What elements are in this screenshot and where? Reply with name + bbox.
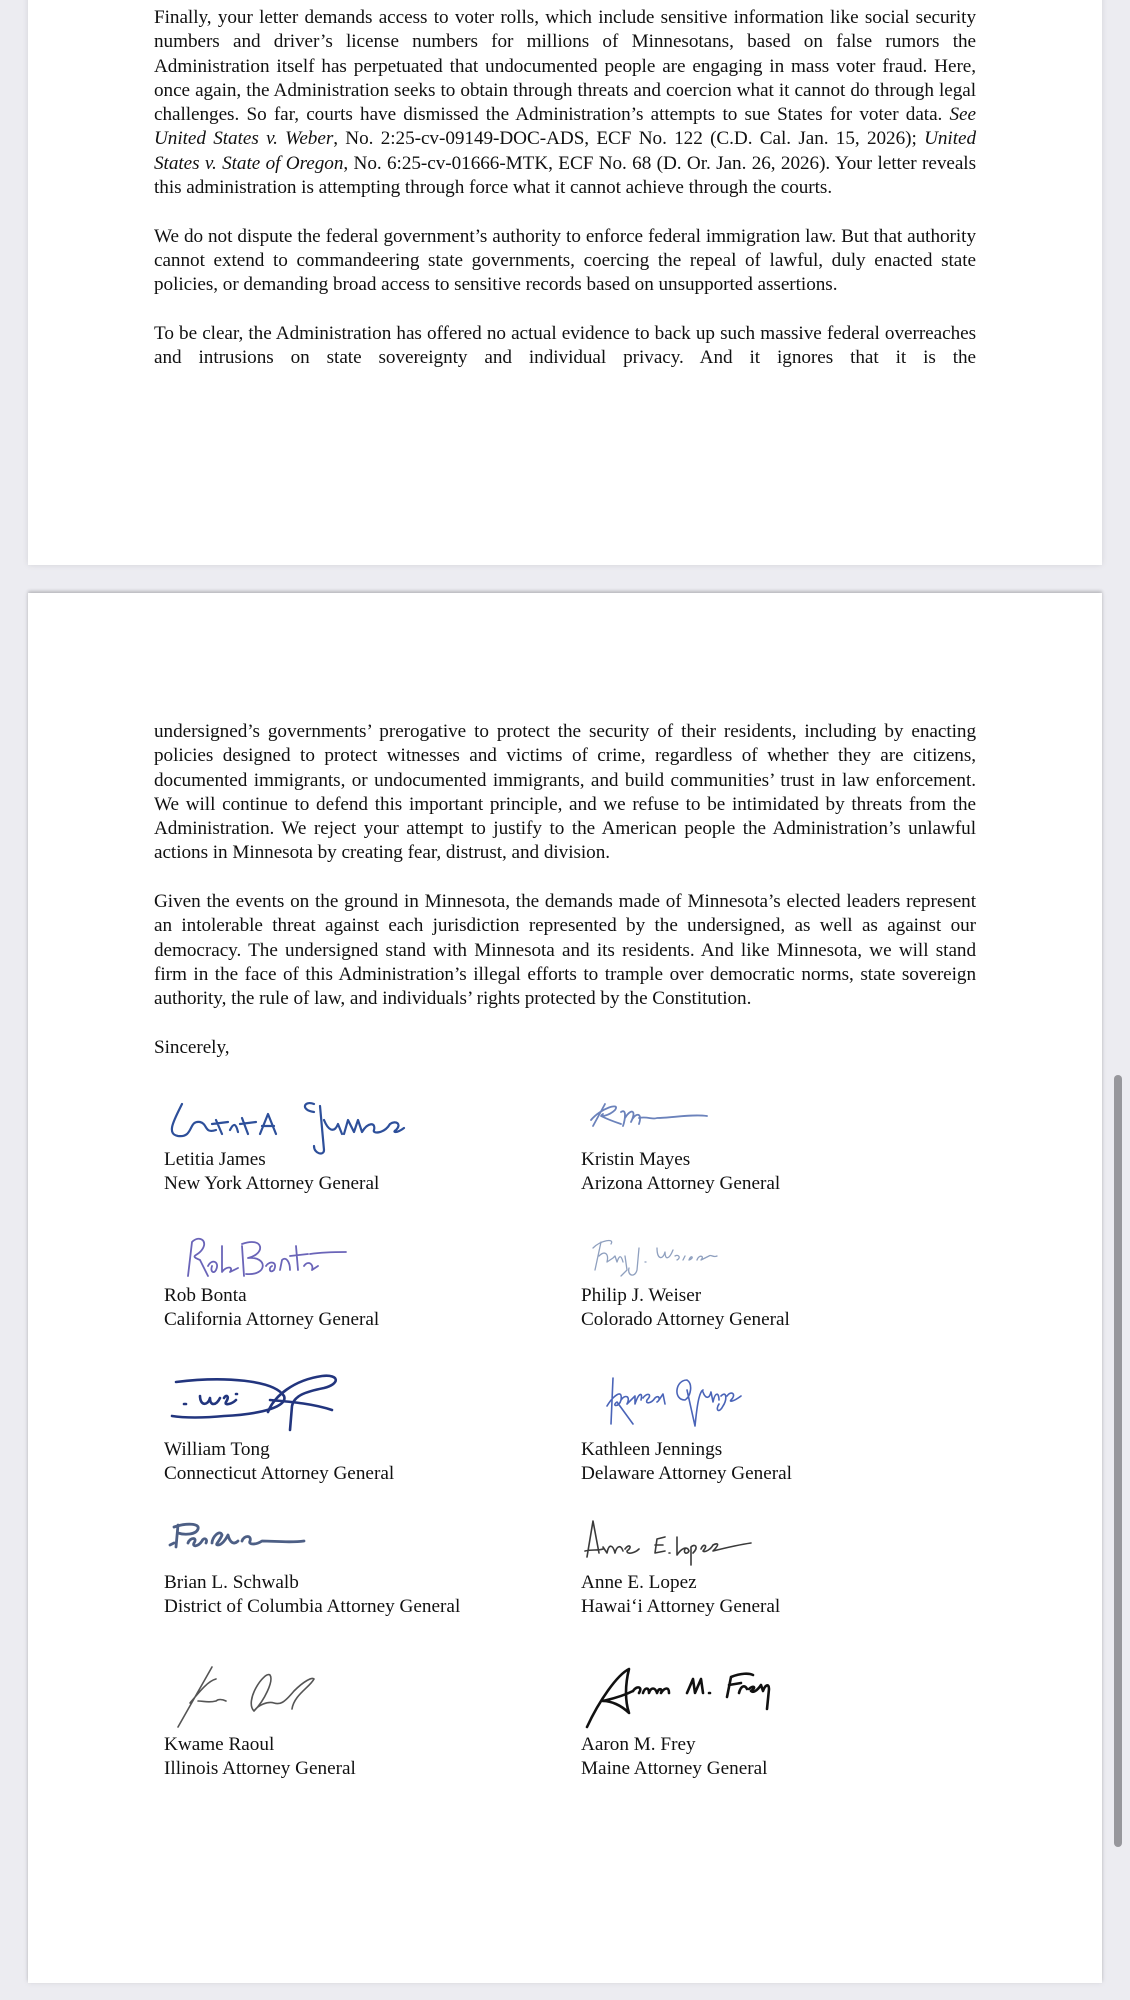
signatory-title: Maine Attorney General	[581, 1758, 768, 1780]
paragraph-voter-rolls	[154, 6, 976, 200]
signatory-name: Anne E. Lopez	[581, 1572, 697, 1593]
paragraph-text: , No. 6:25-cv-01666-MTK, ECF No. 68 (D. Or. Jan. 26, 2026). Your letter reveals this administration is attempting through force what it cannot achieve through the courts.	[154, 152, 977, 199]
document-page-2	[28, 593, 1102, 1983]
signatory-name: Kristin Mayes	[581, 1149, 691, 1170]
signatory-title: Arizona Attorney General	[581, 1173, 781, 1195]
signatory-title: New York Attorney General	[164, 1173, 380, 1195]
case-citation-oregon: United States v. State of Oregon	[154, 128, 976, 174]
signatory-title: Illinois Attorney General	[164, 1758, 356, 1780]
case-citation-weber: See United States v. Weber	[154, 104, 976, 150]
signatory-title: District of Columbia Attorney General	[164, 1596, 461, 1618]
signatory-name: Letitia James	[164, 1149, 266, 1170]
signatory-title: California Attorney General	[164, 1309, 380, 1331]
paragraph-text: Finally, your letter demands access to voter rolls, which include sensitive information like social security numbers and driver’s license numbers for millions of Minnesotans, based on false rumors the Administration itself has perpetuated that undocumented people are engaging in mass voter fraud. Here, once again, the Administration seeks to obtain through threats and coercion what it cannot do through legal challenges. So far, courts have dismissed the Administration’s attempts to sue States for voter data.	[154, 7, 976, 126]
paragraph-no-evidence-start: To be clear, the Administration has offered no actual evidence to back up such massive federal overreaches and intrusions on state sovereignty and individual privacy. And it ignores that it is the	[154, 322, 976, 369]
document-page-1	[28, 0, 1102, 565]
signatory-name: Rob Bonta	[164, 1285, 247, 1306]
signatory-name: Aaron M. Frey	[581, 1734, 696, 1755]
signatory-name: Kathleen Jennings	[581, 1439, 723, 1460]
paragraph-text: , No. 2:25-cv-09149-DOC-ADS, ECF No. 122 (C.D. Cal. Jan. 15, 2026);	[333, 128, 925, 150]
paragraph-stand-with-minnesota: Given the events on the ground in Minnesota, the demands made of Minnesota’s elected leaders represent an intolerable threat against each jurisdiction represented by the undersigned, as well as against our democracy. The undersigned stand with Minnesota and its residents. And like Minnesota, we will stand firm in the face of this Administration’s illegal efforts to trample over democratic norms, state sovereign authority, the rule of law, and individuals’ rights protected by the Constitution.	[154, 891, 976, 1010]
handwritten-signature-icon	[581, 1366, 841, 1446]
signatory-name: William Tong	[164, 1439, 270, 1460]
signatory-title: Connecticut Attorney General	[164, 1463, 395, 1485]
signatory-title: Delaware Attorney General	[581, 1463, 792, 1485]
paragraph-federal-authority: We do not dispute the federal government’s authority to enforce federal immigration law. But that authority cannot extend to commandeering state governments, coercing the repeal of lawful, duly enacted state policies, or demanding broad access to sensitive records based on unsupported assertions.	[154, 225, 976, 296]
handwritten-signature-icon	[164, 1366, 424, 1446]
closing-salutation: Sincerely,	[154, 1036, 230, 1058]
page-1-body	[154, 6, 976, 370]
signatory-title: Colorado Attorney General	[581, 1309, 790, 1331]
signatory-title: Hawai‘i Attorney General	[581, 1596, 781, 1618]
handwritten-signature-icon	[164, 1661, 424, 1741]
vertical-scrollbar-thumb[interactable]	[1114, 1075, 1122, 1847]
paragraph-no-evidence-continued: undersigned’s governments’ prerogative to protect the security of their residents, including by enacting policies designed to protect witnesses and victims of crime, regardless of whether they are citizens, documented immigrants, or undocumented immigrants, and build communities’ trust in law enforcement. We will continue to defend this important principle, and we refuse to be intimidated by threats from the Administration. We reject your attempt to justify to the American people the Administration’s unlawful actions in Minnesota by creating fear, distrust, and division.	[154, 721, 976, 864]
handwritten-signature-icon	[581, 1661, 841, 1741]
signatory-name: Philip J. Weiser	[581, 1285, 702, 1306]
signatory-name: Kwame Raoul	[164, 1734, 275, 1755]
signatory-name: Brian L. Schwalb	[164, 1572, 299, 1593]
page-2-body	[154, 720, 976, 1060]
